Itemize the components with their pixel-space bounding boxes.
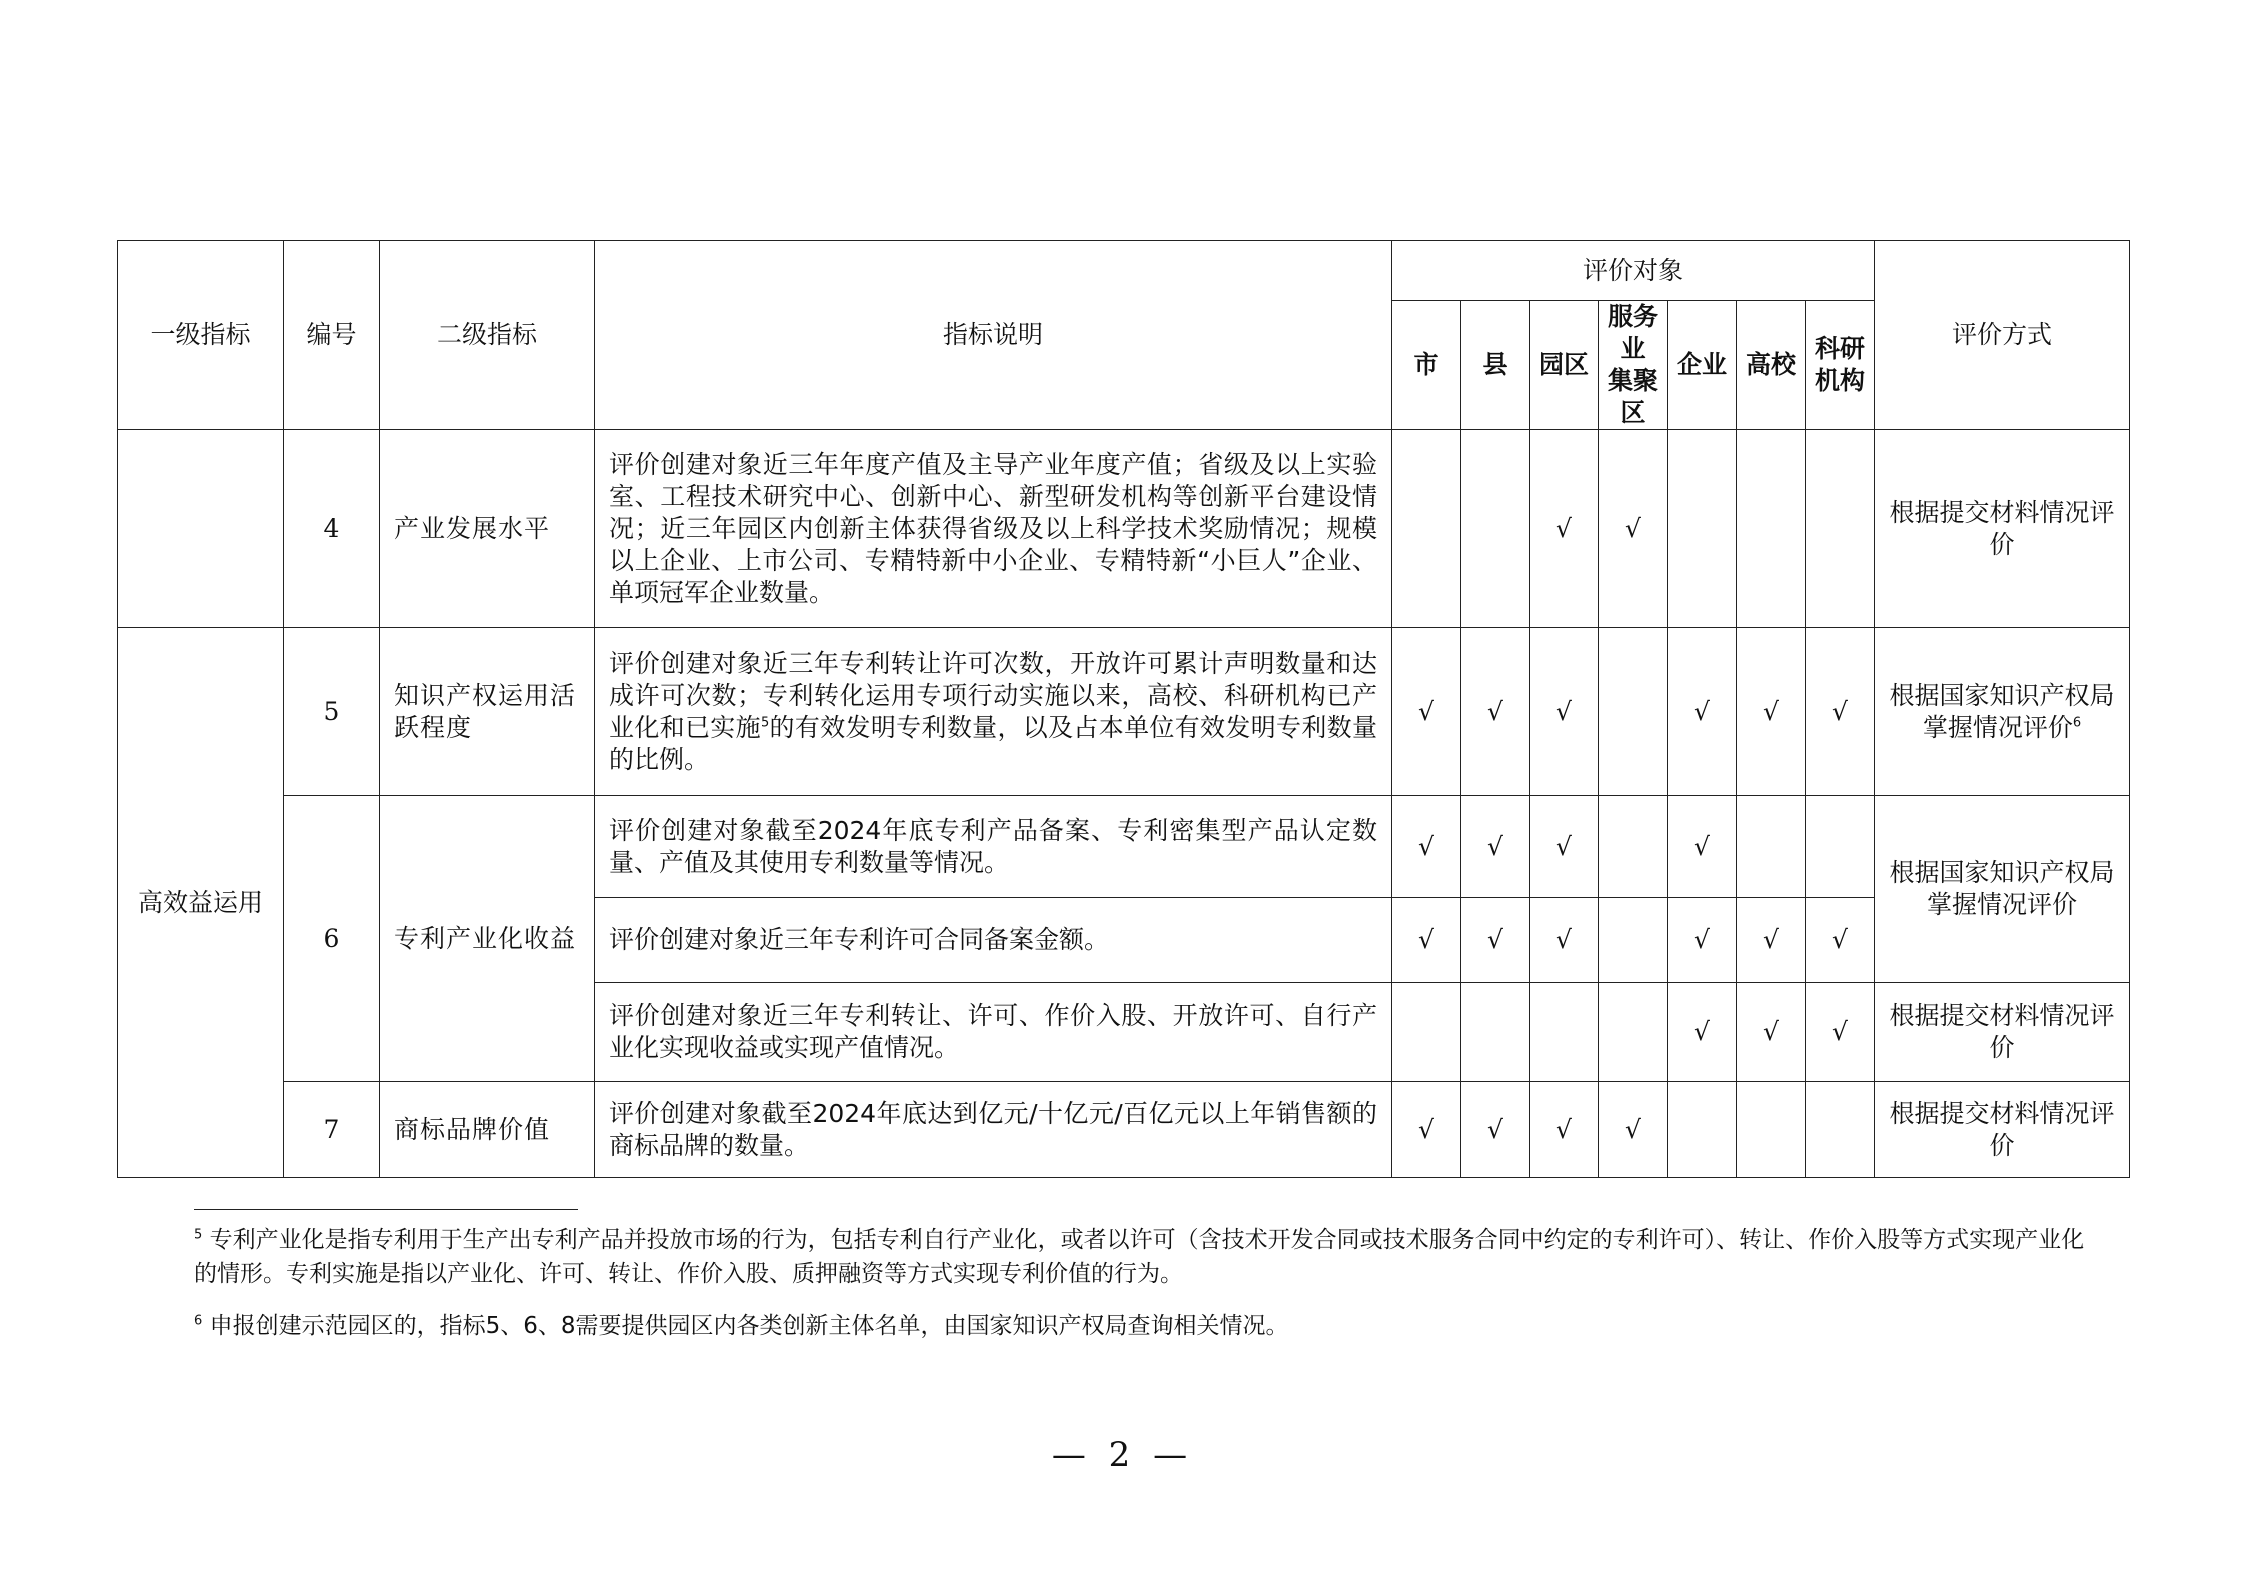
- footnote-ref: 5: [760, 715, 770, 731]
- footnote-mark: 5: [194, 1227, 203, 1243]
- check-cell: √: [1392, 898, 1461, 983]
- table-row: [118, 430, 2130, 628]
- method-cell: 根据提交材料情况评价: [1875, 983, 2130, 1082]
- check-cell: √: [1668, 628, 1737, 796]
- footnote-mark: 6: [194, 1313, 203, 1329]
- check-cell: √: [1737, 983, 1806, 1082]
- header-level1: 一级指标: [118, 241, 284, 430]
- target-research-institute: 科研 机构: [1806, 301, 1875, 430]
- table-row: [118, 628, 2130, 796]
- check-cell: [1461, 983, 1530, 1082]
- check-cell: √: [1668, 796, 1737, 898]
- check-cell: [1668, 1082, 1737, 1178]
- footnote-text: 专利产业化是指专利用于生产出专利产品并投放市场的行为，包括专利自行产业化，或者以许可（含技术开发合同或技术服务合同中约定的专利许可）、转让、作价入股等方式实现产业化的情形。专利实施是指以产业化、许可、转让、作价入股、质押融资等方式实现专利价值的行为。: [194, 1227, 2085, 1287]
- check-cell: [1392, 430, 1461, 628]
- check-cell: [1806, 796, 1875, 898]
- check-cell: [1806, 430, 1875, 628]
- table-row: [118, 796, 2130, 898]
- check-cell: [1392, 983, 1461, 1082]
- table-row: [118, 1082, 2130, 1178]
- target-university: 高校: [1737, 301, 1806, 430]
- check-cell: [1599, 898, 1668, 983]
- check-cell: √: [1530, 796, 1599, 898]
- check-cell: √: [1599, 430, 1668, 628]
- check-cell: √: [1461, 1082, 1530, 1178]
- check-cell: √: [1530, 628, 1599, 796]
- check-cell: [1599, 796, 1668, 898]
- check-cell: √: [1461, 796, 1530, 898]
- check-cell: [1461, 430, 1530, 628]
- check-cell: √: [1392, 628, 1461, 796]
- footnote-5: [194, 1223, 2094, 1291]
- method-cell: 根据提交材料情况评价: [1875, 1082, 2130, 1178]
- check-cell: √: [1530, 898, 1599, 983]
- check-cell: √: [1806, 983, 1875, 1082]
- page-number: — 2 —: [1051, 1435, 1194, 1475]
- check-cell: [1737, 430, 1806, 628]
- number-cell: 4: [284, 430, 380, 628]
- check-cell: √: [1530, 1082, 1599, 1178]
- check-cell: √: [1806, 898, 1875, 983]
- footnote-divider: [194, 1209, 578, 1210]
- footnote-ref: 6: [2072, 715, 2082, 731]
- description-cell: 评价创建对象近三年专利许可合同备案金额。: [595, 898, 1392, 983]
- description-cell: 评价创建对象近三年专利转让、许可、作价入股、开放许可、自行产业化实现收益或实现产值情况。: [595, 983, 1392, 1082]
- target-enterprise: 企业: [1668, 301, 1737, 430]
- check-cell: [1737, 796, 1806, 898]
- level1-cell: [118, 430, 284, 628]
- level2-cell: 产业发展水平: [380, 430, 595, 628]
- method-cell: 根据国家知识产权局掌握情况评价: [1875, 796, 2130, 983]
- method-cell: 根据提交材料情况评价: [1875, 430, 2130, 628]
- level2-cell: 知识产权运用活跃程度: [380, 628, 595, 796]
- header-method: 评价方式: [1875, 241, 2130, 430]
- check-cell: √: [1392, 1082, 1461, 1178]
- check-cell: [1599, 628, 1668, 796]
- description-cell: 评价创建对象截至2024年底达到亿元/十亿元/百亿元以上年销售额的商标品牌的数量。: [595, 1082, 1392, 1178]
- check-cell: √: [1737, 628, 1806, 796]
- number-cell: 6: [284, 796, 380, 1082]
- level1-cell: 高效益运用: [118, 628, 284, 1178]
- description-cell: 评价创建对象近三年专利转让许可次数，开放许可累计声明数量和达成许可次数；专利转化运用专项行动实施以来，高校、科研机构已产业化和已实施$^5$的有效发明专利数量，以及占本单位有效发明专利数量的比例。: [595, 628, 1392, 796]
- target-county: 县: [1461, 301, 1530, 430]
- check-cell: √: [1461, 628, 1530, 796]
- check-cell: √: [1806, 628, 1875, 796]
- header-level2: 二级指标: [380, 241, 595, 430]
- header-description: 指标说明: [595, 241, 1392, 430]
- level2-cell: 专利产业化收益: [380, 796, 595, 1082]
- footnote-6: [194, 1309, 2094, 1343]
- level2-cell: 商标品牌价值: [380, 1082, 595, 1178]
- check-cell: √: [1737, 898, 1806, 983]
- number-cell: 5: [284, 628, 380, 796]
- header-number: 编号: [284, 241, 380, 430]
- target-city: 市: [1392, 301, 1461, 430]
- check-cell: √: [1461, 898, 1530, 983]
- target-service-cluster: 服务业 集聚区: [1599, 301, 1668, 430]
- check-cell: √: [1668, 898, 1737, 983]
- footnote-text: 申报创建示范园区的，指标5、6、8需要提供园区内各类创新主体名单，由国家知识产权局查询相关情况。: [209, 1313, 1289, 1339]
- number-cell: 7: [284, 1082, 380, 1178]
- check-cell: [1806, 1082, 1875, 1178]
- check-cell: √: [1530, 430, 1599, 628]
- description-cell: 评价创建对象截至2024年底专利产品备案、专利密集型产品认定数量、产值及其使用专利数量等情况。: [595, 796, 1392, 898]
- check-cell: [1737, 1082, 1806, 1178]
- header-row: [118, 241, 2130, 301]
- indicator-table: [117, 240, 2130, 1178]
- method-cell: 根据国家知识产权局掌握情况评价$^6$: [1875, 628, 2130, 796]
- check-cell: [1668, 430, 1737, 628]
- description-cell: 评价创建对象近三年年度产值及主导产业年度产值；省级及以上实验室、工程技术研究中心、创新中心、新型研发机构等创新平台建设情况；近三年园区内创新主体获得省级及以上科学技术奖励情况；规模以上企业、上市公司、专精特新中小企业、专精特新“小巨人”企业、单项冠军企业数量。: [595, 430, 1392, 628]
- check-cell: √: [1599, 1082, 1668, 1178]
- check-cell: √: [1668, 983, 1737, 1082]
- header-targets: 评价对象: [1392, 241, 1875, 301]
- check-cell: [1599, 983, 1668, 1082]
- target-park: 园区: [1530, 301, 1599, 430]
- check-cell: √: [1392, 796, 1461, 898]
- check-cell: [1530, 983, 1599, 1082]
